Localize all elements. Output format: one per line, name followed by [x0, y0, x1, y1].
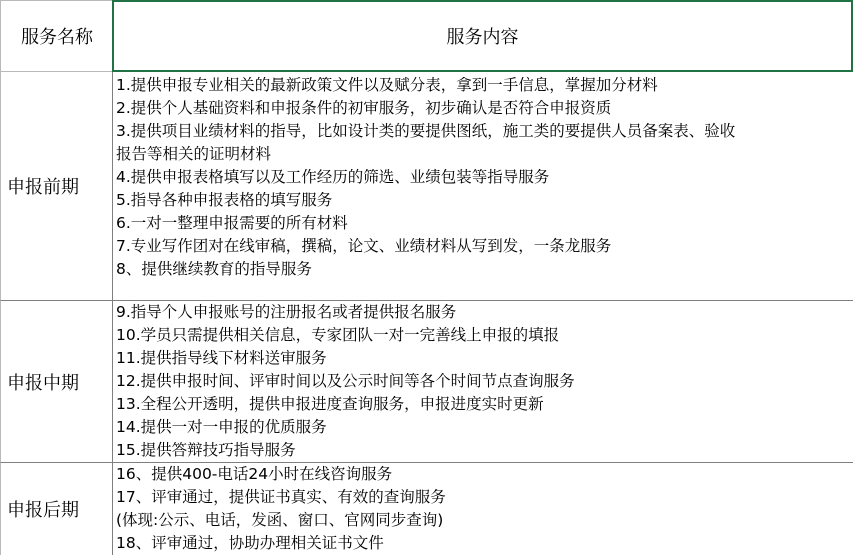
row-label-post[interactable] [0, 463, 113, 555]
service-line: 17、评审通过，提供证书真实、有效的查询服务 [116, 488, 446, 506]
service-line: 4.提供申报表格填写以及工作经历的筛选、业绩包装等指导服务 [116, 168, 550, 186]
service-line: 2.提供个人基础资料和申报条件的初审服务，初步确认是否符合申报资质 [116, 99, 612, 117]
service-line: 10.学员只需提供相关信息，专家团队一对一完善线上申报的填报 [116, 326, 560, 344]
service-line: 13.全程公开透明，提供申报进度查询服务，申报进度实时更新 [116, 395, 544, 413]
row-label-mid-text: 申报中期 [7, 372, 79, 394]
row-label-pre[interactable] [0, 72, 113, 301]
row-label-post-text: 申报后期 [7, 500, 79, 521]
service-line: 5.指导各种申报表格的填写服务 [116, 191, 333, 209]
service-line: 9.指导个人申报账号的注册报名或者提供报名服务 [116, 303, 457, 321]
header-service-name-label: 服务名称 [21, 27, 93, 48]
row-content-mid[interactable] [112, 301, 853, 463]
service-line: 报告等相关的证明材料 [116, 145, 272, 163]
header-service-content-label: 服务内容 [446, 27, 519, 48]
service-line: 11.提供指导线下材料送审服务 [116, 349, 327, 367]
service-line: 18、评审通过，协助办理相关证书文件 [116, 534, 384, 552]
service-line: 15.提供答辩技巧指导服务 [116, 441, 296, 459]
service-line: 6.一对一整理申报需要的所有材料 [116, 214, 348, 232]
service-line: 16、提供400-电话24小时在线咨询服务 [116, 465, 393, 483]
service-line: (体现:公示、电话，发函、窗口、官网同步查询) [116, 511, 444, 529]
service-line: 7.专业写作团对在线审稿，撰稿，论文、业绩材料从写到发，一条龙服务 [116, 237, 612, 255]
service-line: 8、提供继续教育的指导服务 [116, 260, 312, 278]
row-label-mid[interactable] [0, 301, 113, 463]
service-line: 12.提供申报时间、评审时间以及公示时间等各个时间节点查询服务 [116, 372, 575, 390]
service-line: 3.提供项目业绩材料的指导，比如设计类的要提供图纸，施工类的要提供人员备案表、验收 [116, 122, 736, 140]
row-label-pre-text: 申报前期 [7, 177, 79, 198]
service-line: 14.提供一对一申报的优质服务 [116, 418, 327, 436]
row-content-pre[interactable] [112, 72, 853, 301]
row-content-post[interactable] [112, 463, 853, 555]
header-service-name[interactable] [0, 0, 113, 72]
header-service-content[interactable] [112, 0, 853, 72]
service-line: 1.提供申报专业相关的最新政策文件以及赋分表，拿到一手信息，掌握加分材料 [116, 76, 658, 94]
